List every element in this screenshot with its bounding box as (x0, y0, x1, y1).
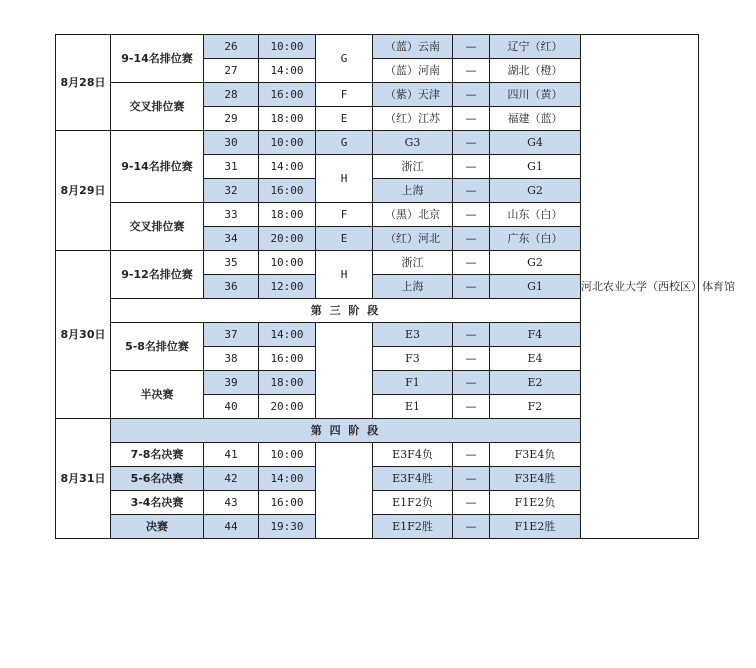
group-cell: F (316, 203, 373, 227)
category-cell: 交叉排位赛 (111, 203, 204, 251)
vs-dash: — (453, 491, 490, 515)
home-team: （蓝）河南 (373, 59, 453, 83)
match-number: 40 (204, 395, 259, 419)
match-number: 39 (204, 371, 259, 395)
away-team: 福建（蓝） (490, 107, 581, 131)
vs-dash: — (453, 35, 490, 59)
vs-dash: — (453, 83, 490, 107)
category-cell: 9-12名排位赛 (111, 251, 204, 299)
date-cell: 8月29日 (56, 131, 111, 251)
vs-dash: — (453, 443, 490, 467)
home-team: 浙江 (373, 155, 453, 179)
home-team: （紫）天津 (373, 83, 453, 107)
home-team: E3F4负 (373, 443, 453, 467)
match-number: 38 (204, 347, 259, 371)
match-time: 10:00 (259, 251, 316, 275)
vs-dash: — (453, 179, 490, 203)
home-team: E3 (373, 323, 453, 347)
away-team: 山东（白） (490, 203, 581, 227)
group-cell: G (316, 35, 373, 83)
date-cell: 8月30日 (56, 251, 111, 419)
category-cell: 5-8名排位赛 (111, 323, 204, 371)
away-team: F4 (490, 323, 581, 347)
vs-dash: — (453, 515, 490, 539)
group-cell: F (316, 83, 373, 107)
category-cell: 5-6名决赛 (111, 467, 204, 491)
match-time: 10:00 (259, 35, 316, 59)
home-team: F1 (373, 371, 453, 395)
stage-header: 第 三 阶 段 (111, 299, 581, 323)
vs-dash: — (453, 155, 490, 179)
away-team: F1E2负 (490, 491, 581, 515)
date-cell: 8月31日 (56, 419, 111, 539)
match-time: 14:00 (259, 467, 316, 491)
group-cell: H (316, 155, 373, 203)
category-cell: 3-4名决赛 (111, 491, 204, 515)
venue-cell: 河北农业大学（西校区）体育馆 (581, 35, 699, 539)
away-team: 广东（白） (490, 227, 581, 251)
match-time: 20:00 (259, 395, 316, 419)
vs-dash: — (453, 371, 490, 395)
home-team: 浙江 (373, 251, 453, 275)
vs-dash: — (453, 275, 490, 299)
away-team: E4 (490, 347, 581, 371)
vs-dash: — (453, 107, 490, 131)
away-team: 辽宁（红） (490, 35, 581, 59)
match-time: 10:00 (259, 443, 316, 467)
category-cell: 半决赛 (111, 371, 204, 419)
vs-dash: — (453, 395, 490, 419)
match-time: 16:00 (259, 83, 316, 107)
away-team: 湖北（橙） (490, 59, 581, 83)
vs-dash: — (453, 59, 490, 83)
home-team: F3 (373, 347, 453, 371)
match-number: 27 (204, 59, 259, 83)
match-number: 31 (204, 155, 259, 179)
match-time: 10:00 (259, 131, 316, 155)
match-number: 44 (204, 515, 259, 539)
match-number: 37 (204, 323, 259, 347)
vs-dash: — (453, 131, 490, 155)
group-cell: G (316, 131, 373, 155)
home-team: 上海 (373, 275, 453, 299)
group-cell (316, 443, 373, 539)
match-time: 19:30 (259, 515, 316, 539)
match-number: 35 (204, 251, 259, 275)
match-time: 16:00 (259, 179, 316, 203)
vs-dash: — (453, 347, 490, 371)
home-team: E3F4胜 (373, 467, 453, 491)
away-team: 四川（黄） (490, 83, 581, 107)
away-team: G1 (490, 275, 581, 299)
match-time: 18:00 (259, 203, 316, 227)
category-cell: 9-14名排位赛 (111, 35, 204, 83)
match-time: 12:00 (259, 275, 316, 299)
category-cell: 9-14名排位赛 (111, 131, 204, 203)
group-cell: H (316, 251, 373, 299)
match-number: 36 (204, 275, 259, 299)
home-team: E1 (373, 395, 453, 419)
home-team: （红）江苏 (373, 107, 453, 131)
away-team: F3E4胜 (490, 467, 581, 491)
match-number: 34 (204, 227, 259, 251)
match-number: 26 (204, 35, 259, 59)
match-time: 18:00 (259, 107, 316, 131)
category-cell: 交叉排位赛 (111, 83, 204, 131)
category-cell: 7-8名决赛 (111, 443, 204, 467)
match-time: 16:00 (259, 491, 316, 515)
stage-header: 第 四 阶 段 (111, 419, 581, 443)
match-number: 29 (204, 107, 259, 131)
home-team: 上海 (373, 179, 453, 203)
away-team: F3E4负 (490, 443, 581, 467)
away-team: F2 (490, 395, 581, 419)
vs-dash: — (453, 323, 490, 347)
group-cell: E (316, 107, 373, 131)
vs-dash: — (453, 467, 490, 491)
match-time: 14:00 (259, 59, 316, 83)
home-team: （黑）北京 (373, 203, 453, 227)
match-time: 14:00 (259, 155, 316, 179)
group-cell (316, 323, 373, 419)
match-time: 20:00 (259, 227, 316, 251)
match-number: 30 (204, 131, 259, 155)
match-time: 18:00 (259, 371, 316, 395)
match-number: 42 (204, 467, 259, 491)
home-team: （红）河北 (373, 227, 453, 251)
away-team: G2 (490, 179, 581, 203)
date-cell: 8月28日 (56, 35, 111, 131)
group-cell: E (316, 227, 373, 251)
match-number: 41 (204, 443, 259, 467)
match-number: 43 (204, 491, 259, 515)
match-number: 33 (204, 203, 259, 227)
category-cell: 决赛 (111, 515, 204, 539)
away-team: G1 (490, 155, 581, 179)
home-team: E1F2胜 (373, 515, 453, 539)
match-time: 16:00 (259, 347, 316, 371)
home-team: E1F2负 (373, 491, 453, 515)
away-team: G2 (490, 251, 581, 275)
match-number: 32 (204, 179, 259, 203)
away-team: F1E2胜 (490, 515, 581, 539)
match-time: 14:00 (259, 323, 316, 347)
away-team: E2 (490, 371, 581, 395)
home-team: （蓝）云南 (373, 35, 453, 59)
vs-dash: — (453, 251, 490, 275)
schedule-table (55, 34, 735, 539)
vs-dash: — (453, 203, 490, 227)
table-row (56, 35, 699, 59)
away-team: G4 (490, 131, 581, 155)
vs-dash: — (453, 227, 490, 251)
home-team: G3 (373, 131, 453, 155)
match-number: 28 (204, 83, 259, 107)
